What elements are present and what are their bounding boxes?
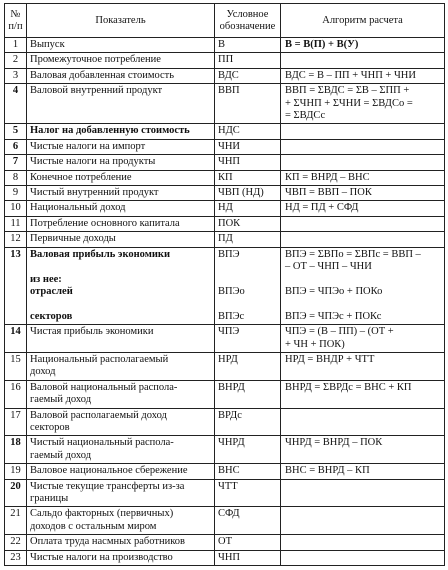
table-row: [5, 38, 445, 53]
row-number: 21: [5, 507, 27, 535]
row-indicator: Первичные доходы: [27, 232, 215, 247]
indicators-table: [4, 3, 445, 566]
row-algorithm: ЧПЭ = (В – ПП) – (ОТ + + ЧН + ПОК): [281, 325, 445, 353]
row-algorithm: ВВП = ΣВДС = ΣВ – ΣПП + + ΣЧНП + ΣЧНИ = ΣВДСо = = ΣВДСс: [281, 84, 445, 124]
row-indicator: Оплата труда насмных работников: [27, 535, 215, 550]
row-symbol: НРД: [215, 352, 281, 380]
row-symbol: ВНС: [215, 464, 281, 479]
table-row: [5, 201, 445, 216]
row-algorithm: [281, 124, 445, 139]
row-indicator: Национальный доход: [27, 201, 215, 216]
row-symbol: ВРДс: [215, 408, 281, 436]
row-symbol: ЧПЭ: [215, 325, 281, 353]
table-row: [5, 247, 445, 324]
row-algorithm: [281, 53, 445, 68]
table-row: [5, 84, 445, 124]
row-symbol: ПП: [215, 53, 281, 68]
row-symbol: ПД: [215, 232, 281, 247]
row-algorithm: ВПЭ = ΣВПо = ΣВПс = ВВП – – ОТ – ЧНП – ЧНИ ВПЭ = ЧПЭо + ПОКо ВПЭ = ЧПЭс + ПОКс: [281, 247, 445, 324]
row-number: 1: [5, 38, 27, 53]
row-number: 20: [5, 479, 27, 507]
table-row: [5, 139, 445, 154]
row-indicator: Сальдо факторных (первичных) доходов с остальным миром: [27, 507, 215, 535]
table-row: [5, 436, 445, 464]
row-number: 15: [5, 352, 27, 380]
row-indicator: Чистые налоги на производство: [27, 550, 215, 565]
table-row: [5, 479, 445, 507]
table-row: [5, 550, 445, 565]
table-body: [5, 38, 445, 566]
row-algorithm: НД = ПД + СФД: [281, 201, 445, 216]
table-row: [5, 216, 445, 231]
row-indicator: Национальный располагаемый доход: [27, 352, 215, 380]
row-algorithm: ВДС = В – ПП + ЧНП + ЧНИ: [281, 68, 445, 83]
row-algorithm: [281, 139, 445, 154]
row-indicator: Выпуск: [27, 38, 215, 53]
row-number: 10: [5, 201, 27, 216]
row-algorithm: [281, 507, 445, 535]
row-algorithm: ВНРД = ΣВРДс = ВНС + КП: [281, 380, 445, 408]
table-row: [5, 535, 445, 550]
table-row: [5, 155, 445, 170]
row-number: 5: [5, 124, 27, 139]
row-symbol: ПОК: [215, 216, 281, 231]
row-algorithm: [281, 232, 445, 247]
header-symbol: Условное обозначение: [215, 4, 281, 38]
header-indicator: Показатель: [27, 4, 215, 38]
row-number: 14: [5, 325, 27, 353]
document-page: [4, 3, 444, 566]
table-row: [5, 170, 445, 185]
row-number: 3: [5, 68, 27, 83]
row-symbol: СФД: [215, 507, 281, 535]
table-header-row: [5, 4, 445, 38]
row-symbol: ВДС: [215, 68, 281, 83]
row-indicator: Промежуточное потребление: [27, 53, 215, 68]
row-algorithm: ВНС = ВНРД – КП: [281, 464, 445, 479]
row-algorithm: [281, 535, 445, 550]
row-indicator: Чистые текущие трансферты из-за границы: [27, 479, 215, 507]
row-number: 23: [5, 550, 27, 565]
row-number: 17: [5, 408, 27, 436]
row-indicator: Валовое национальное сбережение: [27, 464, 215, 479]
row-symbol: ЧНРД: [215, 436, 281, 464]
row-symbol: В: [215, 38, 281, 53]
row-number: 8: [5, 170, 27, 185]
row-indicator: Чистая прибыль экономики: [27, 325, 215, 353]
row-number: 11: [5, 216, 27, 231]
row-symbol: ЧВП (НД): [215, 186, 281, 201]
row-algorithm: НРД = ВНДР + ЧТТ: [281, 352, 445, 380]
row-indicator: Валовая прибыль экономики из нее: отраслей секторов: [27, 247, 215, 324]
row-number: 18: [5, 436, 27, 464]
table-row: [5, 232, 445, 247]
row-symbol: КП: [215, 170, 281, 185]
row-number: 19: [5, 464, 27, 479]
table-row: [5, 124, 445, 139]
row-algorithm: [281, 155, 445, 170]
row-indicator: Конечное потребление: [27, 170, 215, 185]
header-algorithm: Алгоритм расчета: [281, 4, 445, 38]
row-number: 22: [5, 535, 27, 550]
table-row: [5, 68, 445, 83]
row-number: 9: [5, 186, 27, 201]
row-indicator: Валовой располагаемый доход секторов: [27, 408, 215, 436]
row-indicator: Налог на добавленную стоимость: [27, 124, 215, 139]
row-algorithm: ЧВП = ВВП – ПОК: [281, 186, 445, 201]
table-row: [5, 507, 445, 535]
row-number: 13: [5, 247, 27, 324]
row-algorithm: [281, 408, 445, 436]
row-indicator: Потребление основного капитала: [27, 216, 215, 231]
table-row: [5, 464, 445, 479]
row-indicator: Чистый национальный распола- гаемый доход: [27, 436, 215, 464]
row-indicator: Чистые налоги на импорт: [27, 139, 215, 154]
row-symbol: ЧНИ: [215, 139, 281, 154]
row-algorithm: [281, 550, 445, 565]
row-number: 6: [5, 139, 27, 154]
row-algorithm: [281, 216, 445, 231]
row-symbol: ЧНП: [215, 155, 281, 170]
row-algorithm: В = В(П) + В(У): [281, 38, 445, 53]
row-algorithm: КП = ВНРД – ВНС: [281, 170, 445, 185]
table-row: [5, 352, 445, 380]
row-algorithm: [281, 479, 445, 507]
row-number: 12: [5, 232, 27, 247]
row-symbol: ВВП: [215, 84, 281, 124]
row-indicator: Валовая добавленная стоимость: [27, 68, 215, 83]
row-symbol: НД: [215, 201, 281, 216]
table-row: [5, 380, 445, 408]
row-symbol: ВПЭ ВПЭо ВПЭс: [215, 247, 281, 324]
header-number: № п/п: [5, 4, 27, 38]
row-number: 4: [5, 84, 27, 124]
table-row: [5, 325, 445, 353]
row-symbol: НДС: [215, 124, 281, 139]
row-indicator: Валовой внутренний продукт: [27, 84, 215, 124]
table-row: [5, 53, 445, 68]
row-number: 7: [5, 155, 27, 170]
row-indicator: Чистый внутренний продукт: [27, 186, 215, 201]
row-symbol: ОТ: [215, 535, 281, 550]
table-row: [5, 408, 445, 436]
row-indicator: Чистые налоги на продукты: [27, 155, 215, 170]
row-algorithm: ЧНРД = ВНРД – ПОК: [281, 436, 445, 464]
table-row: [5, 186, 445, 201]
row-number: 16: [5, 380, 27, 408]
row-symbol: ЧНП: [215, 550, 281, 565]
row-number: 2: [5, 53, 27, 68]
row-symbol: ВНРД: [215, 380, 281, 408]
row-indicator: Валовой национальный распола- гаемый доход: [27, 380, 215, 408]
row-symbol: ЧТТ: [215, 479, 281, 507]
